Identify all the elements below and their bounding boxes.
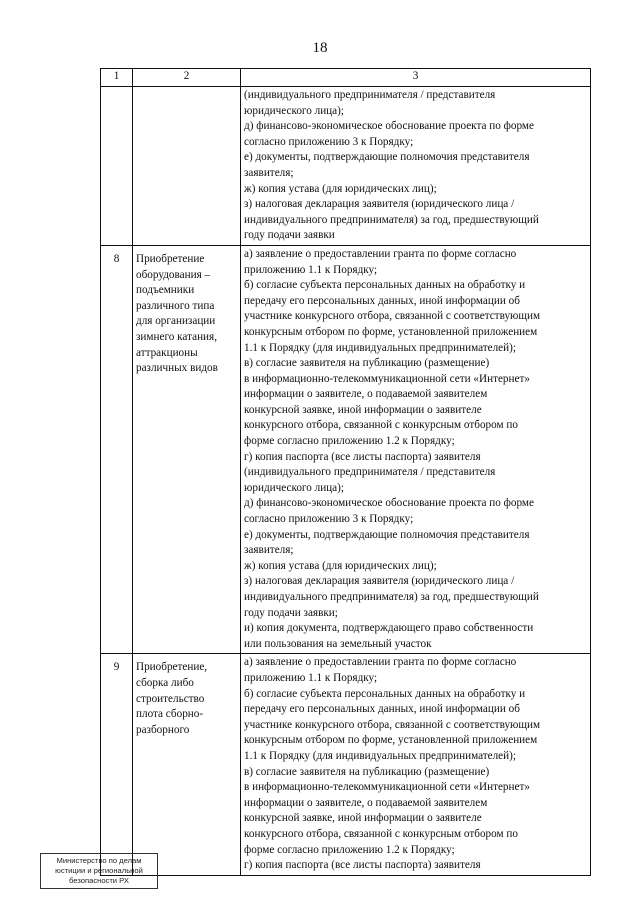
document-line: б) согласие субъекта персональных данных на обработку и — [244, 279, 526, 292]
document-line: участнике конкурсного отбора, связанной с соответствующим — [244, 310, 541, 323]
table-header-row — [101, 69, 591, 87]
document-line: д) финансово-экономическое обоснование проекта по форме — [244, 120, 534, 133]
subject-cell — [133, 654, 241, 875]
document-line: передачу его персональных данных, иной информации об — [244, 294, 520, 307]
document-line: согласно приложению 3 к Порядку; — [244, 135, 414, 148]
document-line: индивидуального предпринимателя) за год, предшествующий — [244, 591, 539, 603]
subject-line: подъемники — [136, 284, 195, 297]
document-line: информации о заявителе, о подаваемой заявителем — [244, 388, 488, 401]
document-line: конкурсного отбора, связанной с конкурсным отбором по — [244, 827, 518, 840]
registration-stamp — [40, 853, 158, 889]
document-line: конкурсным отбором по форме, установленной приложением — [244, 734, 538, 747]
subject-line: различных видов — [136, 362, 218, 375]
document-line: в информационно-телекоммуникационной сети «Интернет» — [244, 372, 530, 385]
document-line: е) документы, подтверждающие полномочия представителя — [244, 528, 530, 541]
document-line: ж) копия устава (для юридических лиц); — [244, 559, 437, 572]
document-line: в) согласие заявителя на публикацию (размещение) — [244, 357, 490, 370]
documents-cell — [241, 245, 591, 653]
subject-line: строительство — [136, 692, 205, 705]
subject-line: разборного — [136, 723, 190, 736]
column-header-2: 2 — [133, 69, 241, 87]
document-line: а) заявление о предоставлении гранта по форме согласно — [244, 656, 517, 669]
document-line: приложению 1.1 к Порядку; — [244, 671, 378, 684]
subject-line: плота сборно- — [136, 708, 204, 721]
document-line: участнике конкурсного отбора, связанной с соответствующим — [244, 718, 541, 731]
document-line: конкурсным отбором по форме, установленной приложением — [244, 325, 538, 338]
documents-cell — [241, 654, 591, 875]
subject-line: сборка либо — [136, 676, 194, 689]
subject-cell — [133, 245, 241, 653]
document-line: б) согласие субъекта персональных данных на обработку и — [244, 687, 526, 700]
document-line: году подачи заявки; — [244, 606, 338, 619]
stamp-line: Министерство по делам — [56, 856, 142, 865]
document-line: г) копия паспорта (все листы паспорта) заявителя — [244, 450, 481, 463]
document-line: ж) копия устава (для юридических лиц); — [244, 182, 437, 195]
document-line: форме согласно приложению 1.2 к Порядку; — [244, 435, 455, 448]
stamp-line: юстиции и региональной — [55, 866, 143, 875]
table-row — [101, 245, 591, 653]
subject-line: различного типа — [136, 299, 215, 312]
column-header-3: 3 — [241, 69, 591, 87]
subject-line: Приобретение, — [136, 661, 208, 674]
stamp-line: безопасности РХ — [69, 876, 129, 885]
document-line: юридического лица); — [244, 481, 344, 494]
document-line: (индивидуального предпринимателя / представителя — [244, 89, 496, 101]
document-line: конкурсного отбора, связанной с конкурсным отбором по — [244, 419, 518, 432]
document-line: конкурсной заявке, иной информации о заявителе — [244, 403, 482, 416]
document-line: а) заявление о предоставлении гранта по форме согласно — [244, 247, 517, 260]
row-number-cell: 9 — [101, 654, 133, 875]
document-line: заявителя; — [244, 166, 294, 179]
document-line: з) налоговая декларация заявителя (юридического лица / — [244, 198, 515, 211]
document-line: 1.1 к Порядку (для индивидуальных предпринимателей); — [244, 749, 516, 762]
subject-line: для организации — [136, 315, 216, 328]
document-line: (индивидуального предпринимателя / представителя — [244, 466, 496, 479]
document-line: информации о заявителе, о подаваемой заявителем — [244, 796, 488, 809]
table-row — [101, 654, 591, 875]
document-line: е) документы, подтверждающие полномочия представителя — [244, 151, 530, 164]
subject-line: оборудования – — [136, 268, 211, 281]
column-header-1: 1 — [101, 69, 133, 87]
row-number-cell: 8 — [101, 245, 133, 653]
document-line: в информационно-телекоммуникационной сети «Интернет» — [244, 781, 530, 794]
document-line: приложению 1.1 к Порядку; — [244, 263, 378, 276]
subject-line: аттракционы — [136, 346, 198, 359]
document-line: г) копия паспорта (все листы паспорта) заявителя — [244, 859, 481, 872]
row-number-cell — [101, 87, 133, 246]
document-line: году подачи заявки — [244, 229, 335, 242]
document-line: индивидуального предпринимателя) за год, предшествующий — [244, 213, 539, 226]
subject-line: Приобретение — [136, 252, 205, 265]
subject-cell — [133, 87, 241, 246]
document-line: заявителя; — [244, 544, 294, 557]
document-line: д) финансово-экономическое обоснование проекта по форме — [244, 497, 534, 510]
document-line: или пользования на земельный участок — [244, 637, 432, 650]
document-line: согласно приложению 3 к Порядку; — [244, 513, 414, 526]
document-line: юридического лица); — [244, 104, 344, 117]
document-line: 1.1 к Порядку (для индивидуальных предпринимателей); — [244, 341, 516, 354]
documents-cell — [241, 87, 591, 246]
document-line: передачу его персональных данных, иной информации об — [244, 703, 520, 716]
document-line: з) налоговая декларация заявителя (юридического лица / — [244, 575, 515, 588]
table-row — [101, 87, 591, 246]
document-line: в) согласие заявителя на публикацию (размещение) — [244, 765, 490, 778]
document-line: конкурсной заявке, иной информации о заявителе — [244, 812, 482, 825]
document-line: форме согласно приложению 1.2 к Порядку; — [244, 843, 455, 856]
subject-line: зимнего катания, — [136, 330, 217, 343]
document-table — [100, 68, 591, 876]
page-number: 18 — [312, 40, 328, 56]
document-line: и) копия документа, подтверждающего право собственности — [244, 622, 534, 635]
